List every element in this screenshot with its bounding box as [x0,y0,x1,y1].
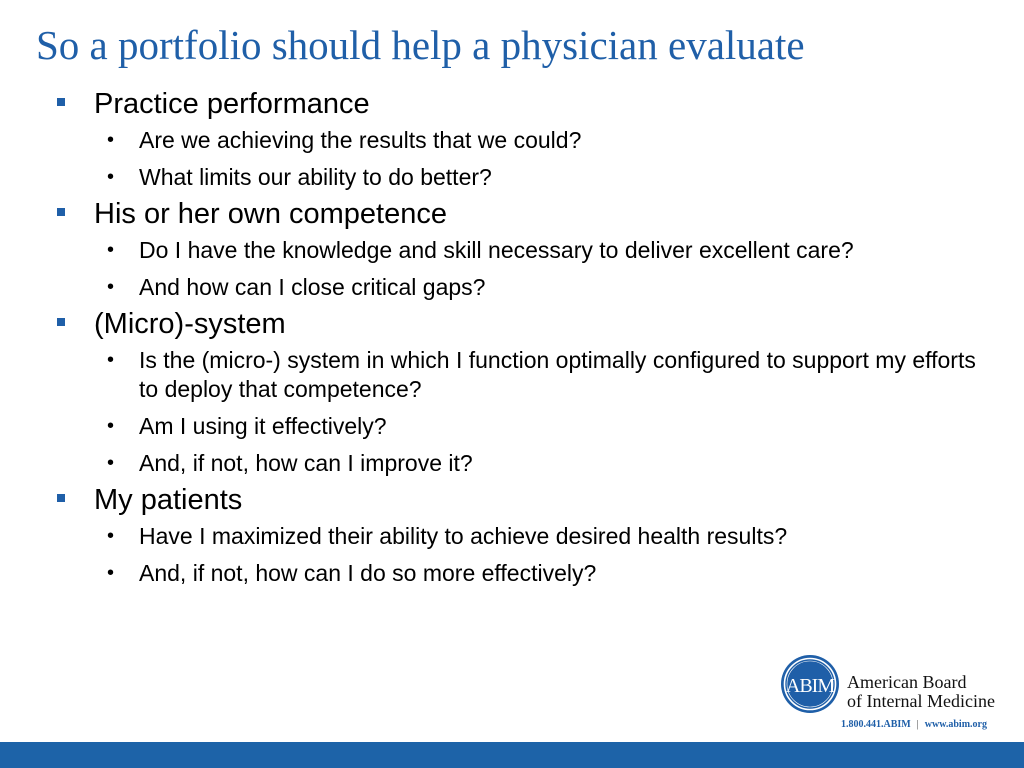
section-heading [55,306,985,342]
list-item-text: Is the (micro-) system in which I function optimally configured to support my efforts to deploy that competence? [139,347,976,402]
website: www.abim.org [924,719,987,730]
list-item-text: And how can I close critical gaps? [139,274,486,300]
bullet-list [55,86,985,588]
section-heading [55,196,985,232]
list-item [55,522,985,551]
list-item [55,449,985,478]
seal-monogram: ABIM [785,675,835,697]
square-bullet-icon [57,494,65,502]
square-bullet-icon [57,208,65,216]
section-heading-text: (Micro)-system [94,308,286,340]
list-item-text: Are we achieving the results that we could? [139,127,582,153]
list-item [55,236,985,265]
list-item [55,163,985,192]
bullet-dot-icon: • [107,349,115,371]
square-bullet-icon [57,98,65,106]
list-item-text: Am I using it effectively? [139,413,387,439]
list-item-text: What limits our ability to do better? [139,164,492,190]
list-item [55,273,985,302]
list-item [55,346,985,404]
list-item-text: Have I maximized their ability to achieve desired health results? [139,523,788,549]
bullet-dot-icon: • [107,166,115,188]
list-item-text: And, if not, how can I do so more effectively? [139,560,597,586]
section-heading-text: My patients [94,484,243,516]
abim-logo [780,652,1016,738]
abim-seal-icon [780,654,840,714]
list-item [55,559,985,588]
bullet-dot-icon: • [107,452,115,474]
bottom-bar [0,742,1024,768]
org-name-line2: of Internal Medicine [847,691,995,711]
section-heading-text: Practice performance [94,88,370,120]
list-item [55,126,985,155]
square-bullet-icon [57,318,65,326]
list-item-text: Do I have the knowledge and skill necessary to deliver excellent care? [139,237,854,263]
slide-title: So a portfolio should help a physician evaluate [36,22,805,68]
section-heading-text: His or her own competence [94,198,447,230]
list-item [55,412,985,441]
bullet-dot-icon: • [107,239,115,261]
contact-line [841,719,987,730]
section-heading [55,86,985,122]
org-name [847,673,995,711]
separator: | [916,719,919,730]
bullet-dot-icon: • [107,562,115,584]
bullet-dot-icon: • [107,129,115,151]
org-name-line1: American Board [847,672,967,692]
list-item-text: And, if not, how can I improve it? [139,450,473,476]
bullet-dot-icon: • [107,276,115,298]
bullet-dot-icon: • [107,415,115,437]
phone-number: 1.800.441.ABIM [841,719,911,730]
section-heading [55,482,985,518]
bullet-dot-icon: • [107,525,115,547]
